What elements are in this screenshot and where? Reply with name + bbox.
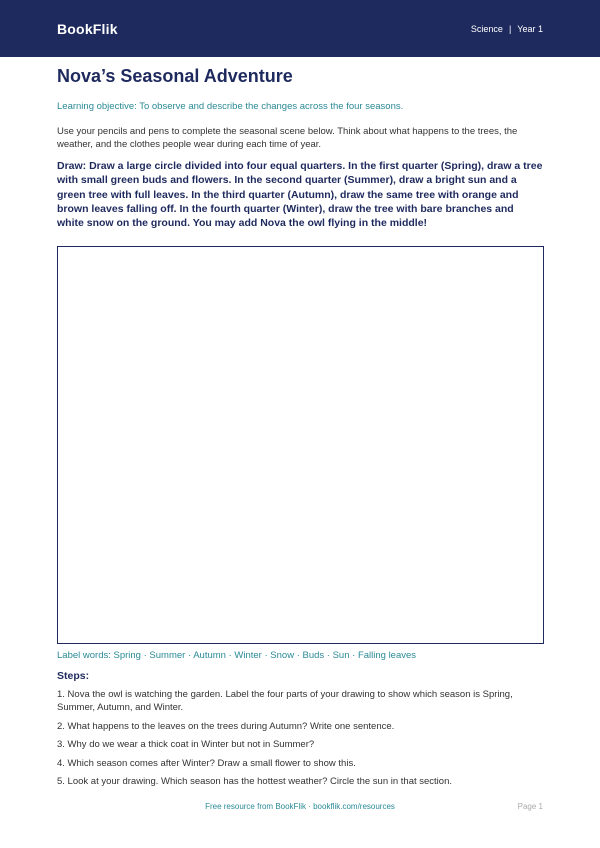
instructions-text: Use your pencils and pens to complete the seasonal scene below. Think about what happens to the trees, the weather, and the clothes people wear during each time of year.: [57, 126, 518, 151]
step-item: 3. Why do we wear a thick coat in Winter but not in Summer?: [57, 739, 315, 751]
header-bar: [0, 0, 600, 57]
steps-heading: Steps:: [57, 670, 90, 682]
drawing-area[interactable]: [57, 246, 544, 644]
draw-prompt: Draw: Draw a large circle divided into four equal quarters. In the first quarter (Spring), draw a tree with small green buds and flowers. In the second quarter (Summer), draw a bright sun and a green tree with full leaves. In the third quarter (Autumn), draw the same tree with orange and brown leaves falling off. In the fourth quarter (Winter), draw the tree with bare branches and white snow on the ground. You may add Nova the owl flying in the middle!: [57, 160, 543, 230]
page-number: Page 1: [517, 802, 543, 811]
brand-logo: BookFlik: [57, 20, 118, 37]
step-item: 4. Which season comes after Winter? Draw a small flower to show this.: [57, 757, 356, 769]
header-separator: |: [508, 23, 512, 34]
step-item: 5. Look at your drawing. Which season has the hottest weather? Circle the sun in that section.: [57, 776, 452, 788]
header-meta: [471, 24, 543, 34]
page-title: Nova’s Seasonal Adventure: [57, 66, 293, 86]
step-item: 1. Nova the owl is watching the garden. Label the four parts of your drawing to show which season is Spring, Summer, Autumn, and Winter.: [57, 689, 513, 714]
year-label: Year 1: [517, 23, 543, 34]
label-words: Label words: Spring · Summer · Autumn · Winter · Snow · Buds · Sun · Falling leaves: [57, 650, 417, 661]
footer-link[interactable]: Free resource from BookFlik · bookflik.com/resources: [205, 802, 395, 811]
subject-label: Science: [470, 23, 503, 34]
step-item: 2. What happens to the leaves on the trees during Autumn? Write one sentence.: [57, 720, 395, 732]
steps-list: [57, 688, 543, 794]
learning-objective: Learning objective: To observe and describe the changes across the four seasons.: [57, 101, 404, 112]
